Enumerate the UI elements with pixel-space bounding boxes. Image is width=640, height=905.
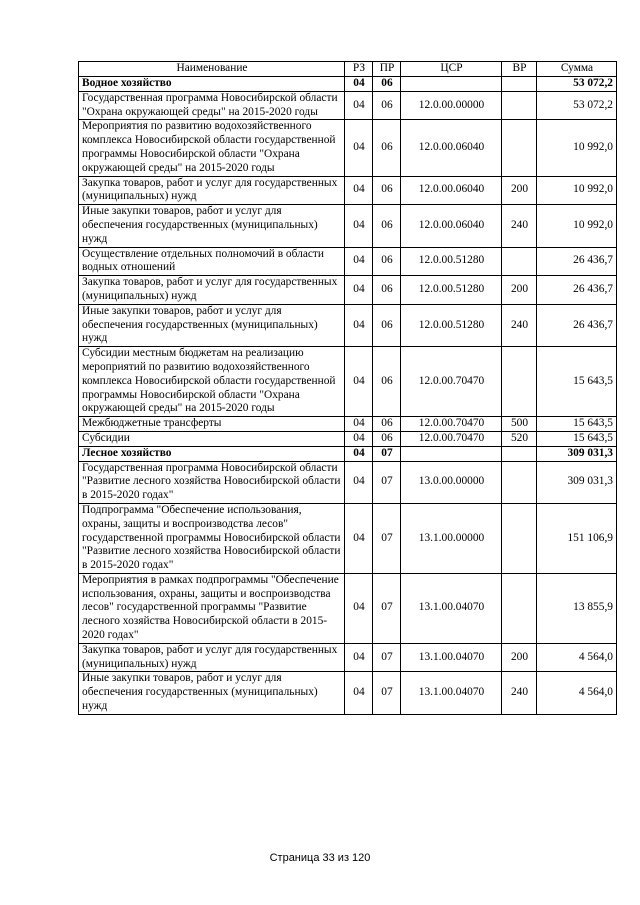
cell-rz: 04 <box>345 417 373 432</box>
cell-rz: 04 <box>345 205 373 247</box>
cell-name: Закупка товаров, работ и услуг для государственных (муниципальных) нужд <box>79 176 345 205</box>
cell-pr: 06 <box>373 91 401 120</box>
cell-vr: 240 <box>502 304 537 346</box>
cell-csr: 12.0.00.70470 <box>401 431 502 446</box>
header-csr: ЦСР <box>401 62 502 77</box>
cell-sum: 15 643,5 <box>537 431 617 446</box>
cell-sum: 10 992,0 <box>537 120 617 176</box>
cell-rz: 04 <box>345 247 373 276</box>
table-row <box>79 431 617 446</box>
cell-vr <box>502 91 537 120</box>
cell-vr <box>502 120 537 176</box>
cell-rz: 04 <box>345 304 373 346</box>
cell-csr <box>401 446 502 461</box>
cell-rz: 04 <box>345 643 373 672</box>
cell-rz: 04 <box>345 120 373 176</box>
header-sum: Сумма <box>537 62 617 77</box>
cell-sum: 26 436,7 <box>537 276 617 305</box>
header-rz: РЗ <box>345 62 373 77</box>
table-row <box>79 461 617 503</box>
table-row <box>79 205 617 247</box>
cell-vr <box>502 77 537 92</box>
cell-rz: 04 <box>345 276 373 305</box>
page-number: Страница 33 из 120 <box>269 852 371 864</box>
table-row <box>79 176 617 205</box>
cell-pr: 07 <box>373 446 401 461</box>
table-header-row <box>79 62 617 77</box>
header-name: Наименование <box>79 62 345 77</box>
cell-sum: 309 031,3 <box>537 461 617 503</box>
section-row <box>79 446 617 461</box>
table-row <box>79 643 617 672</box>
cell-pr: 06 <box>373 205 401 247</box>
cell-pr: 06 <box>373 431 401 446</box>
cell-pr: 06 <box>373 247 401 276</box>
cell-csr: 12.0.00.00000 <box>401 91 502 120</box>
cell-vr: 240 <box>502 672 537 714</box>
cell-vr: 500 <box>502 417 537 432</box>
cell-sum: 15 643,5 <box>537 417 617 432</box>
cell-rz: 04 <box>345 347 373 417</box>
table-row <box>79 91 617 120</box>
cell-name: Субсидии <box>79 431 345 446</box>
cell-vr <box>502 573 537 643</box>
table-body <box>79 77 617 715</box>
cell-sum: 53 072,2 <box>537 91 617 120</box>
cell-sum: 151 106,9 <box>537 503 617 573</box>
cell-sum: 10 992,0 <box>537 205 617 247</box>
cell-csr: 13.1.00.04070 <box>401 643 502 672</box>
cell-pr: 07 <box>373 573 401 643</box>
cell-vr <box>502 347 537 417</box>
cell-name: Иные закупки товаров, работ и услуг для обеспечения государственных (муниципальных) нужд <box>79 205 345 247</box>
cell-csr: 12.0.00.51280 <box>401 247 502 276</box>
cell-name: Межбюджетные трансферты <box>79 417 345 432</box>
cell-vr: 520 <box>502 431 537 446</box>
cell-pr: 06 <box>373 120 401 176</box>
cell-pr: 07 <box>373 643 401 672</box>
cell-rz: 04 <box>345 431 373 446</box>
cell-rz: 04 <box>345 91 373 120</box>
cell-name: Водное хозяйство <box>79 77 345 92</box>
cell-sum: 26 436,7 <box>537 304 617 346</box>
table-row <box>79 417 617 432</box>
table-row <box>79 120 617 176</box>
cell-sum: 4 564,0 <box>537 643 617 672</box>
cell-sum: 309 031,3 <box>537 446 617 461</box>
cell-rz: 04 <box>345 77 373 92</box>
cell-sum: 10 992,0 <box>537 176 617 205</box>
cell-csr: 12.0.00.06040 <box>401 176 502 205</box>
cell-name: Мероприятия в рамках подпрограммы "Обеспечение использования, охраны, защиты и воспроизводства лесов" государственной программы "Развитие лесного хозяйства Новосибирской области в 2015-2020 годах" <box>79 573 345 643</box>
cell-vr: 200 <box>502 276 537 305</box>
cell-vr: 240 <box>502 205 537 247</box>
cell-vr <box>502 503 537 573</box>
cell-rz: 04 <box>345 672 373 714</box>
cell-rz: 04 <box>345 503 373 573</box>
cell-sum: 53 072,2 <box>537 77 617 92</box>
cell-name: Мероприятия по развитию водохозяйственного комплекса Новосибирской области государственной программы Новосибирской области "Охрана окружающей среды" на 2015-2020 годы <box>79 120 345 176</box>
cell-csr: 12.0.00.70470 <box>401 417 502 432</box>
table-row <box>79 503 617 573</box>
cell-pr: 07 <box>373 672 401 714</box>
cell-name: Субсидии местным бюджетам на реализацию мероприятий по развитию водохозяйственного комплекса Новосибирской области государственной программы Новосибирской области "Охрана окружающей среды" на 2015-2020 годы <box>79 347 345 417</box>
cell-csr: 12.0.00.06040 <box>401 205 502 247</box>
cell-sum: 4 564,0 <box>537 672 617 714</box>
cell-vr <box>502 446 537 461</box>
cell-name: Государственная программа Новосибирской области "Развитие лесного хозяйства Новосибирской области в 2015-2020 годах" <box>79 461 345 503</box>
cell-pr: 07 <box>373 461 401 503</box>
cell-csr: 13.1.00.04070 <box>401 672 502 714</box>
table-row <box>79 247 617 276</box>
table-row <box>79 304 617 346</box>
budget-table <box>78 61 617 715</box>
cell-name: Государственная программа Новосибирской области "Охрана окружающей среды" на 2015-2020 годы <box>79 91 345 120</box>
cell-name: Подпрограмма "Обеспечение использования, охраны, защиты и воспроизводства лесов" государственной программы Новосибирской области "Развитие лесного хозяйства Новосибирской области в 2015-2020 годах" <box>79 503 345 573</box>
cell-csr: 13.0.00.00000 <box>401 461 502 503</box>
cell-name: Иные закупки товаров, работ и услуг для обеспечения государственных (муниципальных) нужд <box>79 304 345 346</box>
cell-name: Лесное хозяйство <box>79 446 345 461</box>
table-row <box>79 276 617 305</box>
cell-sum: 15 643,5 <box>537 347 617 417</box>
cell-vr <box>502 461 537 503</box>
cell-csr <box>401 77 502 92</box>
header-vr: ВР <box>502 62 537 77</box>
cell-rz: 04 <box>345 446 373 461</box>
cell-pr: 06 <box>373 77 401 92</box>
cell-pr: 07 <box>373 503 401 573</box>
section-row <box>79 77 617 92</box>
cell-name: Закупка товаров, работ и услуг для государственных (муниципальных) нужд <box>79 643 345 672</box>
table-row <box>79 672 617 714</box>
cell-pr: 06 <box>373 347 401 417</box>
cell-pr: 06 <box>373 417 401 432</box>
cell-name: Иные закупки товаров, работ и услуг для обеспечения государственных (муниципальных) нужд <box>79 672 345 714</box>
cell-csr: 13.1.00.04070 <box>401 573 502 643</box>
table-row <box>79 573 617 643</box>
cell-name: Осуществление отдельных полномочий в области водных отношений <box>79 247 345 276</box>
cell-name: Закупка товаров, работ и услуг для государственных (муниципальных) нужд <box>79 276 345 305</box>
cell-vr: 200 <box>502 176 537 205</box>
cell-sum: 26 436,7 <box>537 247 617 276</box>
cell-pr: 06 <box>373 176 401 205</box>
cell-csr: 12.0.00.70470 <box>401 347 502 417</box>
cell-csr: 12.0.00.51280 <box>401 276 502 305</box>
cell-rz: 04 <box>345 573 373 643</box>
header-pr: ПР <box>373 62 401 77</box>
cell-vr <box>502 247 537 276</box>
cell-rz: 04 <box>345 461 373 503</box>
cell-sum: 13 855,9 <box>537 573 617 643</box>
cell-rz: 04 <box>345 176 373 205</box>
cell-csr: 13.1.00.00000 <box>401 503 502 573</box>
cell-vr: 200 <box>502 643 537 672</box>
cell-csr: 12.0.00.51280 <box>401 304 502 346</box>
cell-pr: 06 <box>373 276 401 305</box>
table-row <box>79 347 617 417</box>
cell-pr: 06 <box>373 304 401 346</box>
cell-csr: 12.0.00.06040 <box>401 120 502 176</box>
